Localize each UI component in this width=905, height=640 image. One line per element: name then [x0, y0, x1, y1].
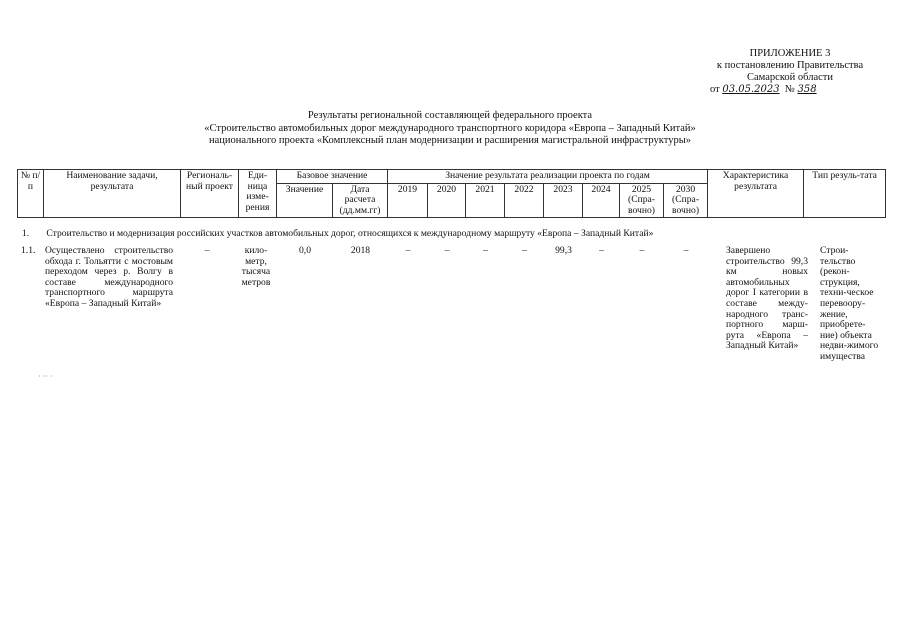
header-year-2021: 2021	[466, 183, 505, 218]
header-year-2019: 2019	[388, 183, 428, 218]
header-regional: Региональ-ный проект	[181, 170, 239, 218]
header-year-2023: 2023	[544, 183, 583, 218]
results-table-header	[17, 169, 886, 218]
row-regional: –	[204, 245, 210, 256]
header-unit: Еди-ница изме-рения	[239, 170, 277, 218]
row-characteristic: Завершено строительство 99,3 км новых автомобильных дорог I категории в составе между-народного транс-портного марш-рута «Европа – Западный Китай»	[726, 245, 808, 352]
row-2030: –	[683, 245, 689, 256]
row-2019: –	[405, 245, 411, 256]
appendix-line-2: к постановлению Правительства	[716, 60, 864, 71]
row-2022: –	[522, 245, 527, 256]
header-name: Наименование задачи, результата	[44, 170, 181, 218]
header-base-value: Значение	[277, 183, 333, 218]
section-1-num: 1.	[22, 228, 30, 239]
appendix-block	[690, 48, 890, 96]
header-base-date: Дата расчета (дд.мм.гг)	[333, 183, 388, 218]
row-2020: –	[444, 245, 450, 256]
header-year-2024: 2024	[583, 183, 620, 218]
header-years-group: Значение результата реализации проекта по годам	[388, 170, 708, 184]
appendix-title: ПРИЛОЖЕНИЕ 3	[749, 48, 831, 59]
appendix-line-3: Самарской области	[747, 72, 833, 83]
header-year-2022: 2022	[505, 183, 544, 218]
appendix-date: 03.05.2023	[722, 84, 780, 95]
table-row	[17, 246, 885, 446]
row-name: Осуществлено строительство обхода г. Тольятти с мостовым переходом через р. Волгу в составе международного транспортного маршрута «Европа – Западный Китай»	[45, 245, 173, 309]
row-2023: 99,3	[555, 245, 572, 256]
header-characteristic: Характеристика результата	[708, 170, 804, 218]
scan-speck: · ·· ·	[38, 372, 53, 381]
row-2021: –	[483, 245, 488, 256]
title-line-2: «Строительство автомобильных дорог международного транспортного коридора «Европа – Западный Китай»	[204, 122, 696, 134]
header-num: № п/п	[18, 170, 44, 218]
row-base-date: 2018	[350, 245, 371, 256]
appendix-date-number: от 03.05.2023 № 358	[710, 84, 817, 95]
row-type: Строи-тельство (рекон-струкция, техни-ческое перевоору-жение, приобрете-ние) объекта недви-жимого имущества	[820, 245, 879, 362]
row-unit: кило-метр, тысяча метров	[241, 245, 271, 288]
header-year-2025: 2025 (Спра-вочно)	[620, 183, 664, 218]
header-year-2030: 2030 (Спра-вочно)	[664, 183, 708, 218]
section-1	[22, 228, 882, 239]
row-num: 1.1.	[21, 245, 36, 256]
header-type: Тип резуль-тата	[804, 170, 886, 218]
header-base-group: Базовое значение	[277, 170, 388, 184]
row-2024: –	[599, 245, 604, 256]
header-year-2020: 2020	[428, 183, 466, 218]
appendix-number: 358	[797, 84, 817, 95]
row-2025: –	[639, 245, 645, 256]
title-line-3: национального проекта «Комплексный план модернизации и расширения магистральной инфраструктуры»	[208, 135, 692, 146]
section-1-text: Строительство и модернизация российских участков автомобильных дорог, относящихся к международному маршруту «Европа – Западный Китай»	[46, 228, 654, 239]
row-base-value: 0,0	[299, 245, 311, 256]
title-line-1: Результаты региональной составляющей федерального проекта	[307, 110, 593, 121]
document-title	[150, 110, 750, 148]
